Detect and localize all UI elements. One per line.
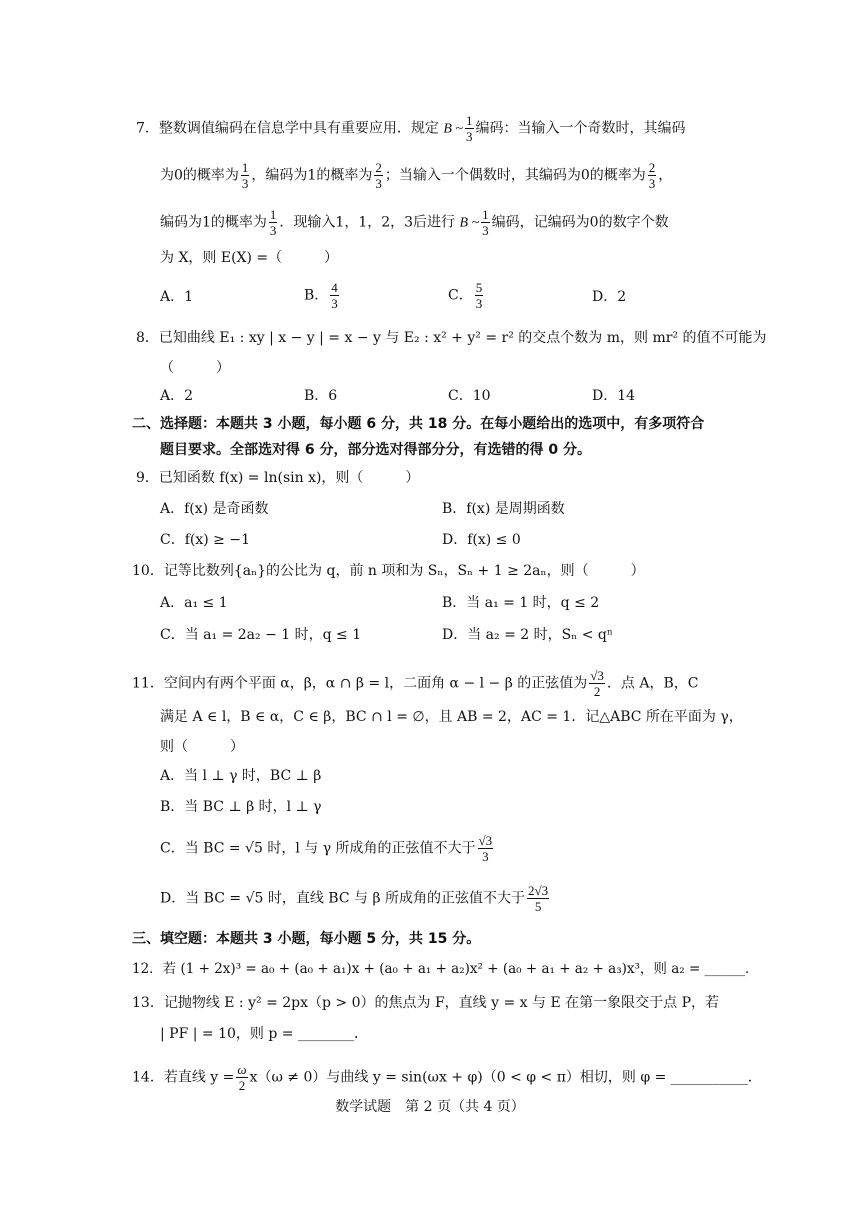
q10-option-d[interactable]: D．当 a₂ = 2 时，Sₙ < qⁿ <box>442 627 613 643</box>
fraction-1-3: $\frac{1}{3}$ <box>466 113 473 144</box>
fraction-1-3: $\frac{1}{3}$ <box>269 207 277 238</box>
q9-option-b[interactable]: B．f(x) 是周期函数 <box>442 501 565 517</box>
q7-line4: 为 X，则 E(X) =（ ） <box>160 250 339 266</box>
q10-option-a[interactable]: A．a₁ ≤ 1 <box>160 595 228 611</box>
q7-option-a[interactable]: A．1 <box>160 289 194 305</box>
fraction-2-3: $\frac{2}{3}$ <box>375 160 382 191</box>
fraction-5-3: $\frac{5}{3}$ <box>475 280 483 311</box>
q7-option-c[interactable]: C． $\frac{5}{3}$ <box>448 280 483 311</box>
q11-option-d[interactable]: D．当 BC = √5 时，直线 BC 与 β 所成角的正弦值不大于 $\frac{2√3}{5}$ <box>160 883 549 914</box>
q7-line2: 为0的概率为 $\frac{1}{3}$ ，编码为1的概率为 $\frac{2}{3}$ ；当输入一个偶数时，其编码为0的概率为 $\frac{2}{3}$ ， <box>160 160 673 191</box>
q9-option-d[interactable]: D．f(x) ≤ 0 <box>442 532 521 548</box>
q11-option-a[interactable]: A．当 l ⊥ γ 时，BC ⊥ β <box>160 768 322 784</box>
q9-option-a[interactable]: A．f(x) 是奇函数 <box>160 501 269 517</box>
q11-line2: 满足 A ∈ l，B ∈ α，C ∈ β，BC ∩ l = ∅，且 AB = 2，AC = 1．记△ABC 所在平面为 γ， <box>160 709 743 725</box>
q11-option-c[interactable]: C．当 BC = √5 时，l 与 γ 所成角的正弦值不大于 $\frac{√3}{3}$ <box>160 833 493 864</box>
fraction-2sqrt3-5: $\frac{2√3}{5}$ <box>528 883 549 914</box>
fraction-4-3: $\frac{4}{3}$ <box>331 280 338 311</box>
fraction-2-3: $\frac{2}{3}$ <box>648 160 656 191</box>
q8-line2: （ ） <box>160 360 230 376</box>
section-3-heading: 三、填空题：本题共 3 小题，每小题 5 分，共 15 分。 <box>132 931 481 947</box>
q10-option-b[interactable]: B．当 a₁ = 1 时，q ≤ 2 <box>442 595 600 611</box>
q11-option-b[interactable]: B．当 BC ⊥ β 时，l ⊥ γ <box>160 799 322 815</box>
q8-number: 8． <box>136 330 159 346</box>
q11-line1: 11．空间内有两个平面 α，β，α ∩ β = l，二面角 α − l − β 的正弦值为 $\frac{√3}{2}$ ．点 A，B，C <box>132 668 699 699</box>
q7-line1: 7．整数调值编码在信息学中具有重要应用．规定 B ~ $\frac{1}{3}$ 编码：当输入一个奇数时，其编码 <box>136 113 686 144</box>
q8-option-c[interactable]: C．10 <box>448 388 491 404</box>
q12-stem: 12．若 (1 + 2x)³ = a₀ + (a₀ + a₁)x + (a₀ + a₁ + a₂)x² + (a₀ + a₁ + a₂ + a₃)x³，则 a₂ = ______． <box>132 961 759 977</box>
q13-line1: 13．记抛物线 E : y² = 2px（p > 0）的焦点为 F，直线 y = x 与 E 在第一象限交于点 P，若 <box>132 995 720 1011</box>
q13-line2: | PF | = 10，则 p = ________． <box>160 1026 368 1042</box>
section-2-heading: 二、选择题：本题共 3 小题，每小题 6 分，共 18 分。在每小题给出的选项中，有多项符合 <box>132 416 705 432</box>
q8-option-d[interactable]: D．14 <box>592 388 636 404</box>
fraction-omega-2: $\frac{\omega}{2}$ <box>237 1062 247 1093</box>
fraction-sqrt3-2: $\frac{√3}{2}$ <box>590 668 604 699</box>
page-footer: 数学试题 第 2 页（共 4 页） <box>335 1099 525 1115</box>
q7-line3: 编码为1的概率为 $\frac{1}{3}$ ．现输入1，1，2，3后进行 B ~ $\frac{1}{3}$ 编码，记编码为0的数字个数 <box>160 207 669 238</box>
q9-option-c[interactable]: C．f(x) ≥ −1 <box>160 532 250 548</box>
q10-option-c[interactable]: C．当 a₁ = 2a₂ − 1 时，q ≤ 1 <box>160 627 362 643</box>
q8-line1: 8．已知曲线 E₁ : xy | x − y | = x − y 与 E₂ : x² + y² = r² 的交点个数为 m，则 mr² 的值不可能为 <box>136 330 767 346</box>
section-2-heading-cont: 题目要求。全部选对得 6 分，部分选对得部分分，有选错的得 0 分。 <box>160 442 591 458</box>
q8-option-a[interactable]: A．2 <box>160 388 194 404</box>
fraction-sqrt3-3: $\frac{√3}{3}$ <box>478 833 493 864</box>
q14-stem: 14．若直线 y = $\frac{\omega}{2}$ x（ω ≠ 0）与曲线 y = sin(ωx + φ)（0 < φ < π）相切，则 φ = ___________． <box>132 1062 762 1093</box>
fraction-1-3: $\frac{1}{3}$ <box>241 160 249 191</box>
q7-option-b[interactable]: B． $\frac{4}{3}$ <box>304 280 338 311</box>
q10-stem: 10．记等比数列{aₙ}的公比为 q，前 n 项和为 Sₙ，Sₙ + 1 ≥ 2aₙ，则（ ） <box>132 563 645 579</box>
q9-stem: 9．已知函数 f(x) = ln(sin x)，则（ ） <box>136 470 420 486</box>
q7-option-d[interactable]: D．2 <box>592 289 627 305</box>
q11-line3: 则（ ） <box>160 739 244 755</box>
q8-option-b[interactable]: B．6 <box>304 388 338 404</box>
fraction-1-3: $\frac{1}{3}$ <box>482 207 489 238</box>
q7-number: 7． <box>136 120 159 137</box>
